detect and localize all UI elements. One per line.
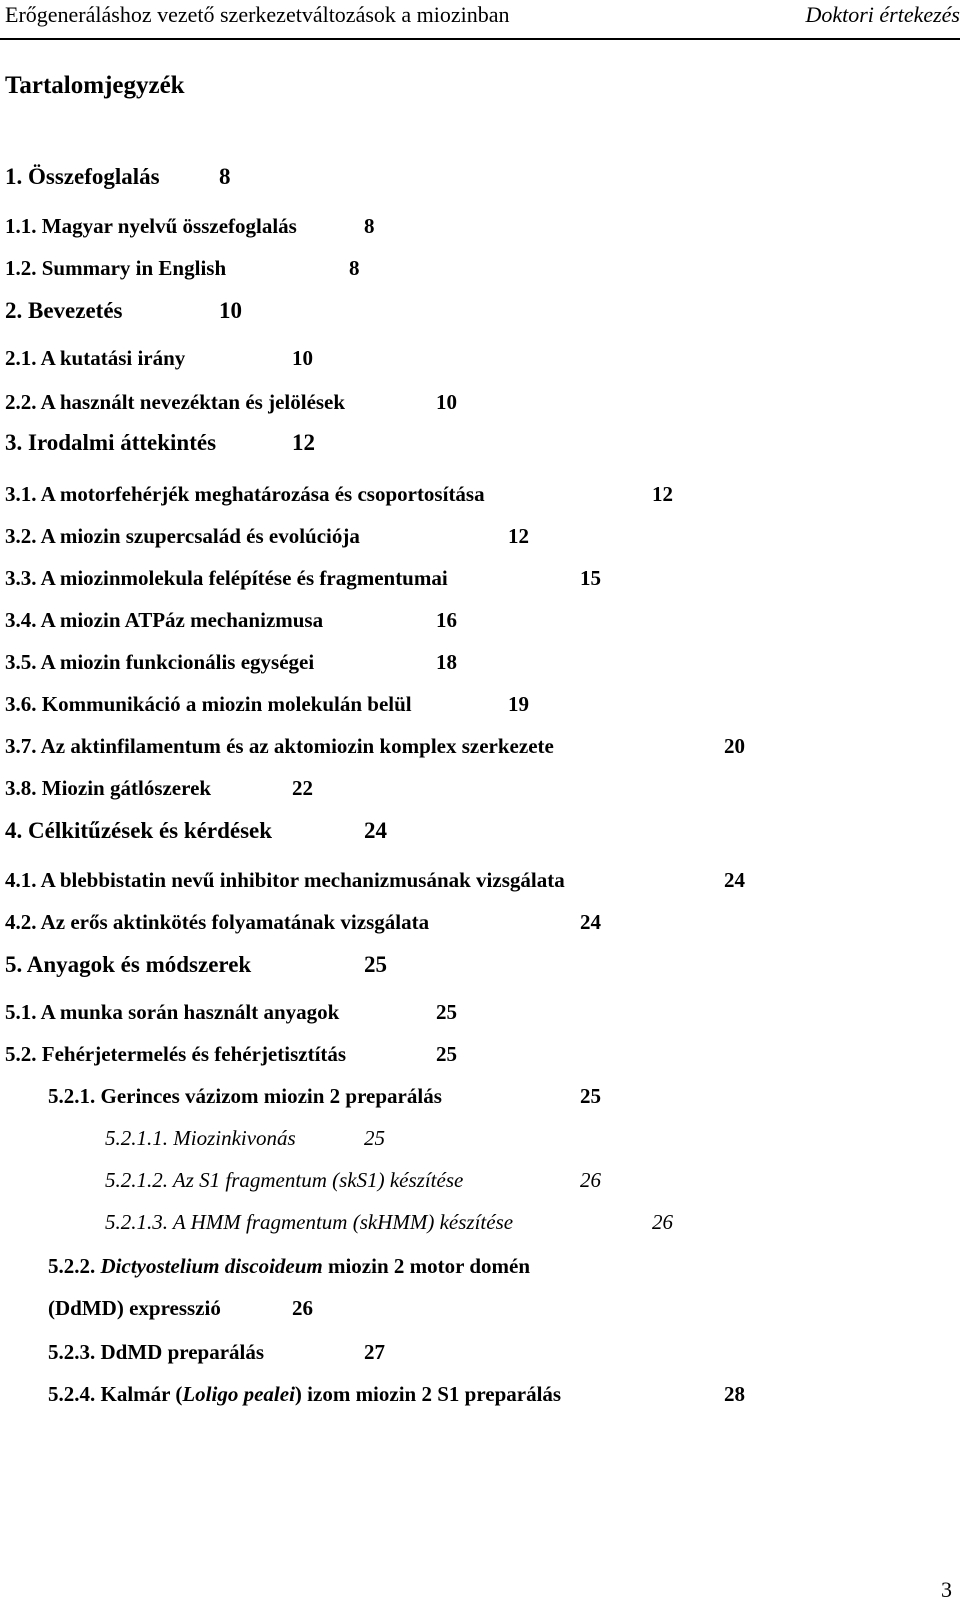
header-document-type: Doktori értekezés [805, 2, 960, 27]
toc-entry-label: 5.2.3. DdMD preparálás [48, 1340, 265, 1364]
toc-entry-label-part: ) izom miozin 2 S1 preparálás [294, 1382, 562, 1406]
toc-entry-page: 18 [436, 650, 457, 674]
toc-entry-label [48, 1382, 561, 1407]
toc-entry-label: (DdMD) expresszió [48, 1296, 221, 1320]
toc-entry-page: 28 [724, 1382, 745, 1406]
header-divider [0, 38, 960, 40]
toc-entry-label-part: miozin 2 motor domén [322, 1254, 530, 1278]
toc-entry-page: 12 [652, 482, 673, 506]
header-title: Erőgeneráláshoz vezető szerkezetváltozások a miozinban [5, 2, 510, 27]
toc-entry-label: 2.1. A kutatási irány [5, 346, 186, 370]
toc-entry-label: 2. Bevezetés [5, 298, 123, 323]
toc-entry-page: 8 [349, 256, 360, 280]
toc-entry-label: 2.2. A használt nevezéktan és jelölések [5, 390, 346, 414]
toc-entry-page: 25 [364, 1126, 385, 1150]
toc-entry-label: 3.3. A miozinmolekula felépítése és fragmentumai [5, 566, 448, 590]
toc-entry-label: 5.2.1.2. Az S1 fragmentum (skS1) készítése [105, 1168, 464, 1192]
toc-entry-page: 19 [508, 692, 529, 716]
toc-entry[interactable] [48, 1254, 530, 1279]
toc-entry-label: 3.6. Kommunikáció a miozin molekulán belül [5, 692, 412, 716]
toc-entry-label: 5.1. A munka során használt anyagok [5, 1000, 340, 1024]
toc-entry-page: 25 [364, 952, 387, 977]
toc-entry-page: 24 [364, 818, 387, 843]
toc-entry-page: 26 [652, 1210, 673, 1234]
toc-entry-page: 12 [292, 430, 315, 455]
toc-entry-page: 22 [292, 776, 313, 800]
toc-entry-label [48, 1254, 530, 1278]
toc-entry-page: 20 [724, 734, 745, 758]
toc-entry-label: 3.8. Miozin gátlószerek [5, 776, 212, 800]
toc-entry-page: 24 [580, 910, 601, 934]
toc-entry-page: 27 [364, 1340, 385, 1364]
toc-entry-page: 26 [580, 1168, 601, 1192]
toc-entry-label: 3.7. Az aktinfilamentum és az aktomiozin komplex szerkezete [5, 734, 554, 758]
toc-entry-page: 8 [364, 214, 375, 238]
toc-entry-label: 4. Célkitűzések és kérdések [5, 818, 273, 843]
toc-entry-page: 25 [580, 1084, 601, 1108]
toc-entry-page: 12 [508, 524, 529, 548]
toc-entry-label: 5.2.1.1. Miozinkivonás [105, 1126, 296, 1150]
toc-title: Tartalomjegyzék [5, 72, 185, 99]
toc-entry-page: 10 [436, 390, 457, 414]
toc-entry-label: 3.1. A motorfehérjék meghatározása és csoportosítása [5, 482, 485, 506]
toc-entry-label: 1. Összefoglalás [5, 164, 160, 189]
toc-entry-label: 5.2. Fehérjetermelés és fehérjetisztítás [5, 1042, 347, 1066]
toc-entry-label: 5.2.1.3. A HMM fragmentum (skHMM) készítése [105, 1210, 514, 1234]
toc-entry-page: 10 [292, 346, 313, 370]
toc-entry-label: 3.2. A miozin szupercsalád és evolúciója [5, 524, 360, 548]
toc-entry-page: 10 [219, 298, 242, 323]
toc-entry-page: 25 [436, 1042, 457, 1066]
toc-entry-label: 1.2. Summary in English [5, 256, 227, 280]
toc-entry-label: 5. Anyagok és módszerek [5, 952, 252, 977]
toc-entry-label: 3.5. A miozin funkcionális egységei [5, 650, 315, 674]
toc-entry-label: 1.1. Magyar nyelvű összefoglalás [5, 214, 297, 238]
toc-entry-label: 5.2.1. Gerinces vázizom miozin 2 preparálás [48, 1084, 442, 1108]
page-header [0, 0, 960, 44]
toc-entry-page: 15 [580, 566, 601, 590]
toc-entry-page: 24 [724, 868, 745, 892]
toc-entry-label: 4.2. Az erős aktinkötés folyamatának vizsgálata [5, 910, 430, 934]
toc-entry-page: 16 [436, 608, 457, 632]
toc-entry-label: 3. Irodalmi áttekintés [5, 430, 217, 455]
footer-page-number: 3 [941, 1577, 952, 1602]
toc-entry-label-part: 5.2.2. [48, 1254, 101, 1278]
toc-entry-page: 8 [219, 164, 231, 189]
toc-entry-label: 4.1. A blebbistatin nevű inhibitor mechanizmusának vizsgálata [5, 868, 565, 892]
toc-entry-page: 25 [436, 1000, 457, 1024]
toc-entry-label-species: Loligo pealei [182, 1382, 295, 1406]
toc-entry-label-species: Dictyostelium discoideum [100, 1254, 323, 1278]
toc-entry-page: 26 [292, 1296, 313, 1320]
toc-entry-label: 3.4. A miozin ATPáz mechanizmusa [5, 608, 324, 632]
toc-entry-label-part: 5.2.4. Kalmár ( [48, 1382, 183, 1406]
